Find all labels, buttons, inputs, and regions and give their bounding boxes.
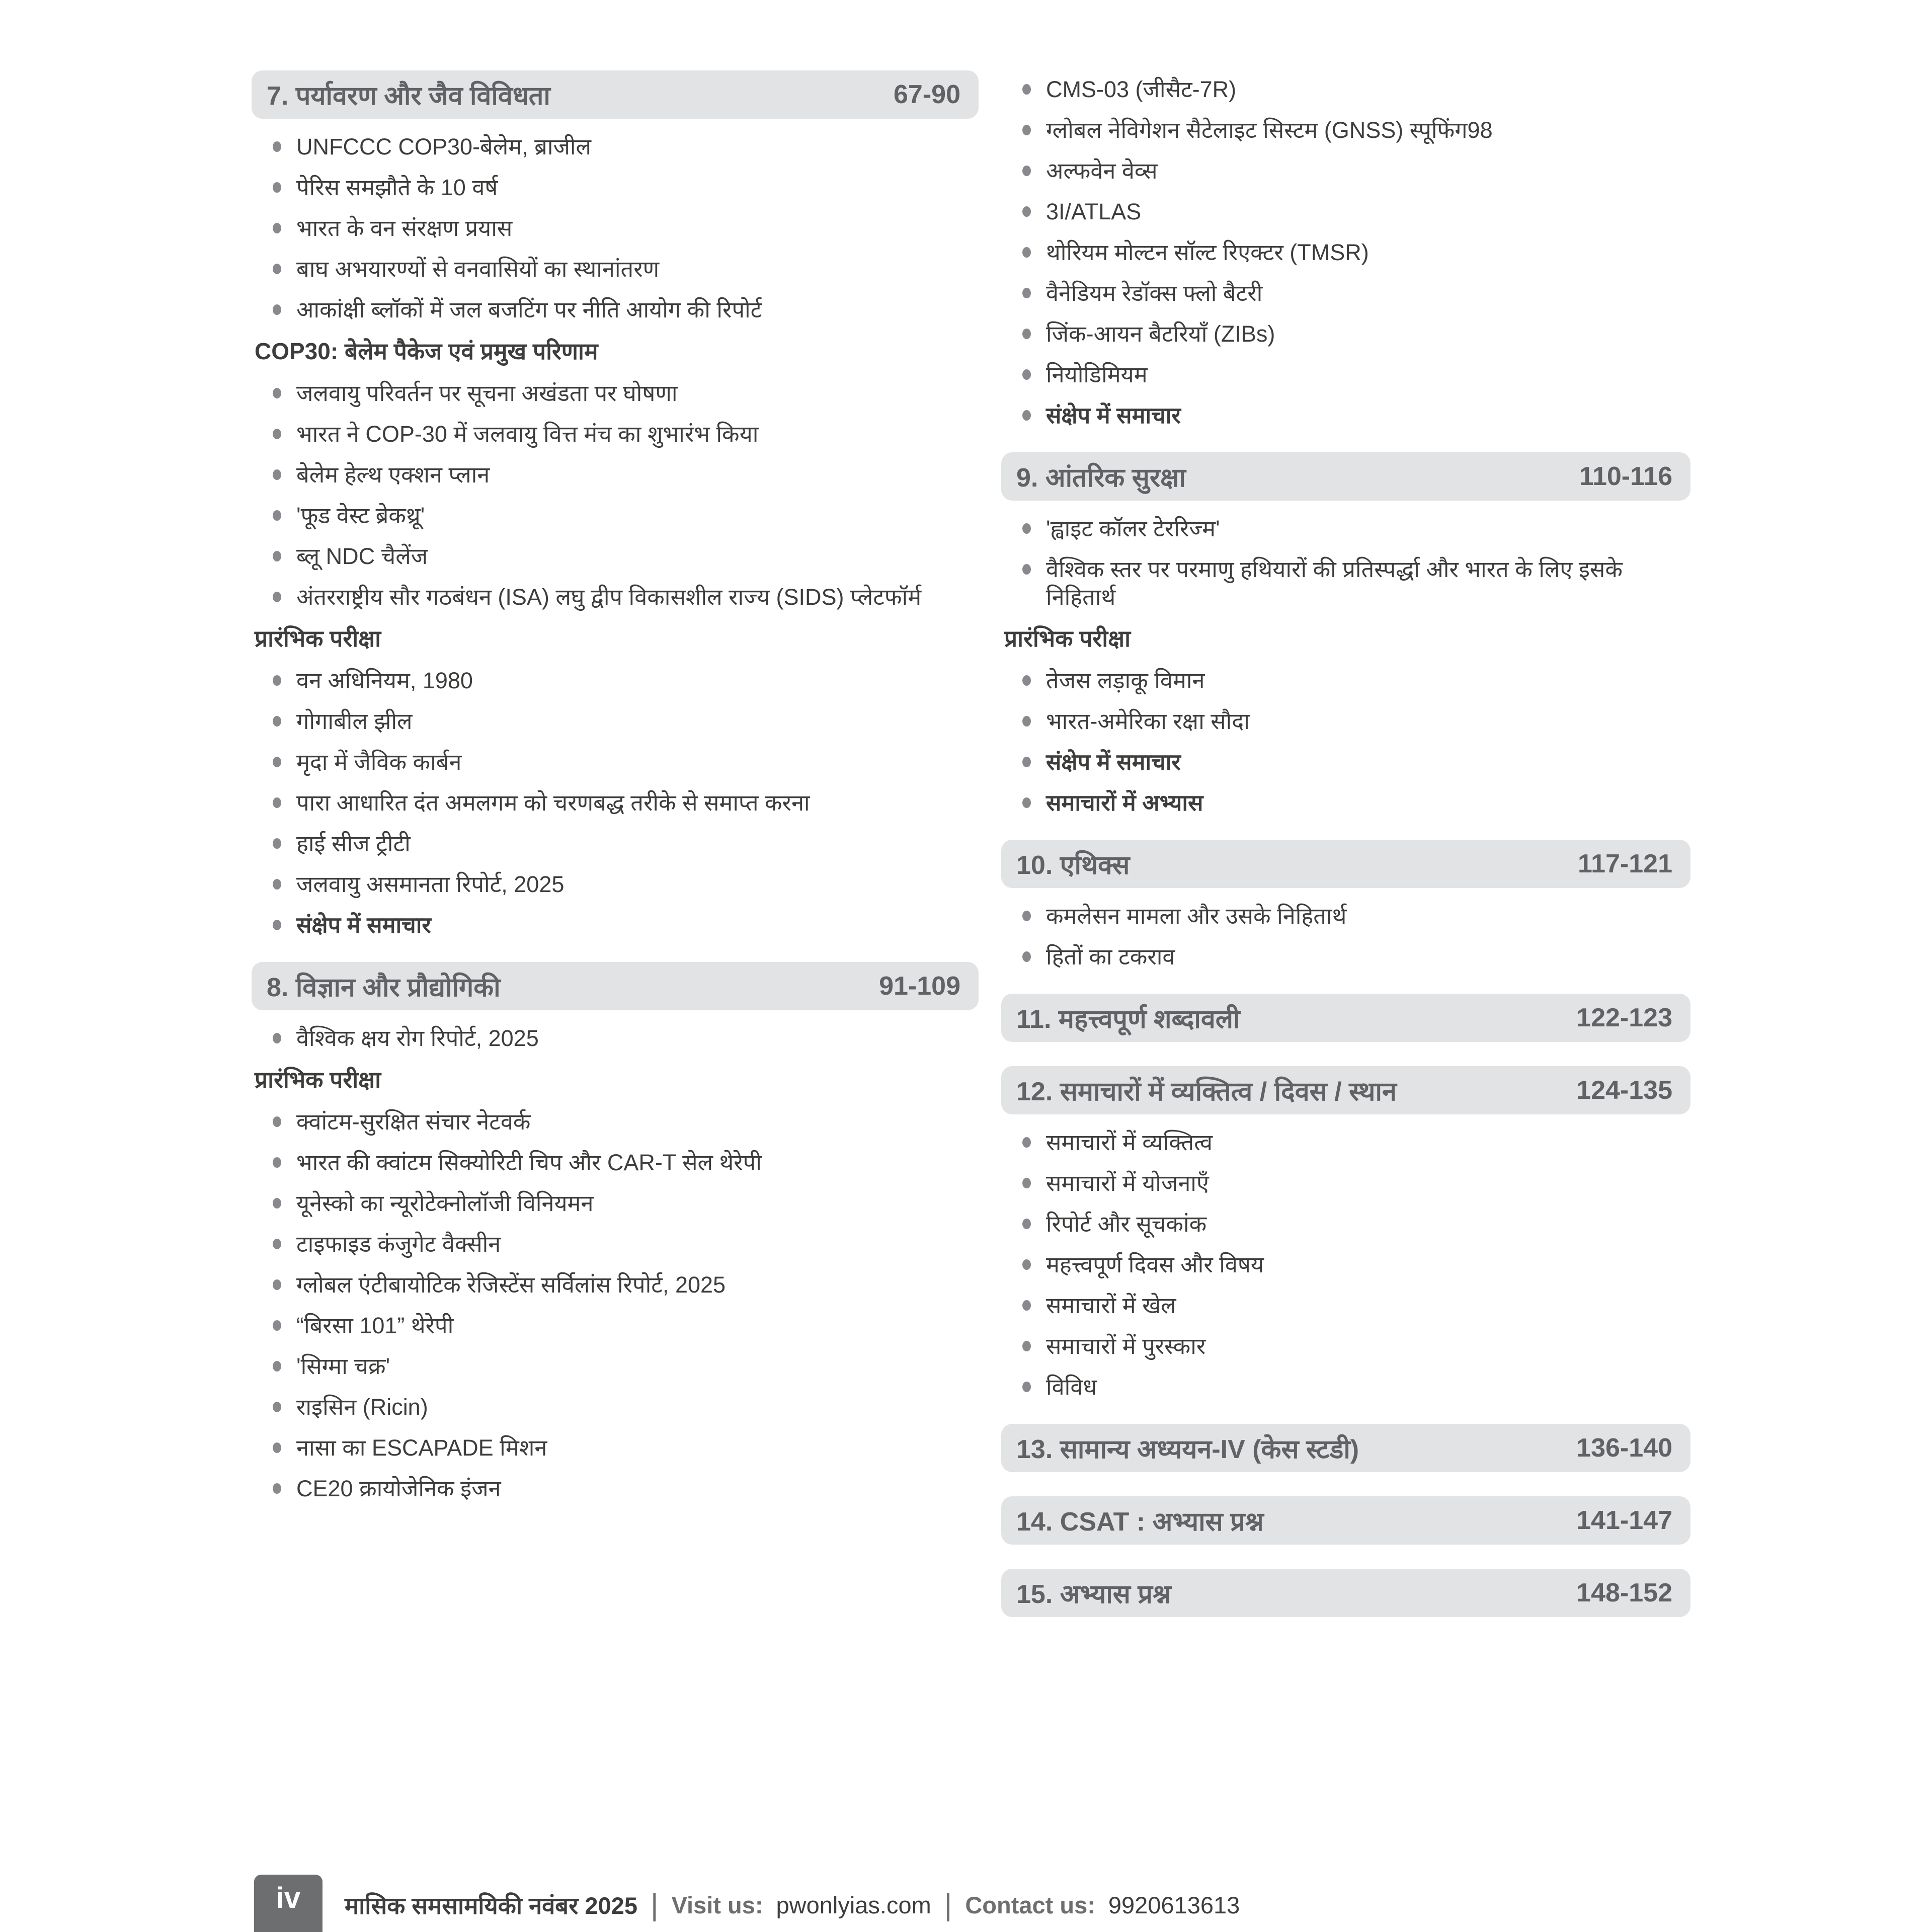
section-title: 14. CSAT : अभ्यास प्रश्न (1016, 1507, 1264, 1537)
bullet-dot-icon (1022, 675, 1031, 686)
bullet-dot-icon (1022, 247, 1031, 258)
section-title: 9. आंतरिक सुरक्षा (1016, 463, 1186, 493)
bullet-dot-icon (273, 675, 281, 686)
section-title: 11. महत्त्वपूर्ण शब्दावली (1016, 1004, 1240, 1034)
bullet-dot-icon (273, 757, 281, 767)
toc-bullet-item (1001, 902, 1691, 930)
toc-item-label: संक्षेप में समाचार (1046, 403, 1181, 428)
bullet-dot-icon (1022, 797, 1031, 808)
bullet-dot-icon (273, 1483, 281, 1494)
toc-item-label: महत्त्वपूर्ण दिवस और विषय (1046, 1252, 1264, 1277)
toc-item-label: भारत-अमेरिका रक्षा सौदा (1046, 708, 1250, 734)
toc-item-label: 'सिग्मा चक्र' (296, 1353, 390, 1379)
section-page-range: 67-90 (894, 80, 960, 109)
section-header (1001, 452, 1691, 501)
toc-bullet-item (1001, 515, 1691, 542)
bullet-dot-icon (1022, 1341, 1031, 1351)
bullet-dot-icon (1022, 1178, 1031, 1188)
toc-bullet-item (252, 789, 979, 817)
bullet-dot-icon (273, 1402, 281, 1412)
toc-bullet-item (1001, 555, 1691, 611)
bullet-dot-icon (273, 716, 281, 727)
section-header (252, 70, 979, 119)
section-page-range: 122-123 (1576, 1003, 1672, 1032)
toc-item-label: क्वांटम-सुरक्षित संचार नेटवर्क (296, 1109, 531, 1135)
bullet-dot-icon (1022, 166, 1031, 176)
section-title: 15. अभ्यास प्रश्न (1016, 1579, 1171, 1609)
section-page-range: 148-152 (1576, 1578, 1672, 1607)
toc-item-label: अल्फवेन वेव्स (1046, 158, 1158, 184)
bullet-dot-icon (1022, 1137, 1031, 1148)
toc-item-label: टाइफाइड कंजुगेट वैक्सीन (296, 1231, 501, 1257)
toc-item-label: बाघ अभयारण्यों से वनवासियों का स्थानांतरण (296, 256, 660, 282)
toc-item-label: समाचारों में पुरस्कार (1046, 1333, 1206, 1359)
bullet-dot-icon (1022, 125, 1031, 135)
toc-bullet-item (252, 667, 979, 694)
section-page-range: 136-140 (1576, 1433, 1672, 1463)
section-page-range: 91-109 (879, 972, 960, 1001)
toc-item-label: ब्लू NDC चैलेंज (296, 543, 428, 569)
bullet-dot-icon (1022, 716, 1031, 727)
toc-subheader: प्रारंभिक परीक्षा (255, 1067, 381, 1093)
toc-item-label: मृदा में जैविक कार्बन (296, 749, 462, 775)
footer-visit-label: Visit us: (671, 1891, 763, 1918)
toc-bullet-item (1001, 789, 1691, 817)
toc-item-label: संक्षेप में समाचार (296, 912, 431, 938)
bullet-dot-icon (273, 1320, 281, 1331)
bullet-dot-icon (273, 1198, 281, 1209)
section-title: 8. विज्ञान और प्रौद्योगिकी (267, 973, 501, 1002)
toc-item-label: भारत के वन संरक्षण प्रयास (296, 215, 513, 241)
section-header (1001, 840, 1691, 888)
bullet-dot-icon (1022, 911, 1031, 921)
toc-bullet-item (252, 174, 979, 201)
toc-bullet-item (252, 502, 979, 529)
section-header (1001, 994, 1691, 1042)
bullet-dot-icon (1022, 369, 1031, 380)
toc-bullet-item (252, 1024, 979, 1052)
toc-item-label: जिंक-आयन बैटरियाँ (ZIBs) (1046, 321, 1275, 347)
bullet-dot-icon (273, 1239, 281, 1249)
toc-bullet-item (252, 583, 979, 611)
footer-separator: | (944, 1888, 952, 1921)
bullet-dot-icon (273, 920, 281, 930)
toc-bullet-item (252, 1352, 979, 1380)
toc-bullet-item (252, 748, 979, 776)
toc-item-label: राइसिन (Ricin) (296, 1394, 428, 1420)
toc-item-label: कमलेसन मामला और उसके निहितार्थ (1046, 903, 1347, 929)
toc-subheader: प्रारंभिक परीक्षा (1004, 625, 1131, 652)
bullet-dot-icon (1022, 1219, 1031, 1229)
section-header (1001, 1066, 1691, 1114)
toc-bullet-item (252, 870, 979, 898)
page-footer (345, 1880, 1240, 1930)
section-title: 13. सामान्य अध्ययन-IV (केस स्टडी) (1016, 1434, 1359, 1464)
bullet-dot-icon (273, 592, 281, 602)
bullet-dot-icon (1022, 757, 1031, 767)
bullet-dot-icon (273, 838, 281, 849)
bullet-dot-icon (273, 1157, 281, 1168)
toc-item-label: यूनेस्को का न्यूरोटेक्नोलॉजी विनियमन (296, 1190, 594, 1216)
toc-column-left (252, 70, 979, 1515)
bullet-dot-icon (1022, 288, 1031, 298)
bullet-dot-icon (273, 388, 281, 398)
toc-bullet-item (1001, 1210, 1691, 1238)
bullet-dot-icon (273, 797, 281, 808)
toc-bullet-item (252, 255, 979, 283)
bullet-dot-icon (273, 223, 281, 233)
toc-bullet-item (252, 1434, 979, 1462)
bullet-dot-icon (1022, 84, 1031, 95)
bullet-dot-icon (273, 1442, 281, 1453)
toc-bullet-item (1001, 1292, 1691, 1319)
toc-bullet-item (252, 1312, 979, 1339)
toc-item-label: समाचारों में खेल (1046, 1293, 1176, 1318)
toc-bullet-item (252, 1271, 979, 1299)
section-header (1001, 1569, 1691, 1617)
bullet-dot-icon (273, 264, 281, 274)
bullet-dot-icon (273, 141, 281, 152)
toc-item-label: भारत ने COP-30 में जलवायु वित्त मंच का शुभारंभ किया (296, 421, 759, 447)
footer-issue-title: मासिक समसामयिकी नवंबर 2025 (345, 1892, 637, 1919)
bullet-dot-icon (273, 429, 281, 439)
toc-item-label: 'फूड वेस्ट ब्रेकथ्रू' (296, 503, 425, 528)
footer-separator: | (650, 1888, 659, 1921)
toc-item-label: नियोडिमियम (1046, 362, 1148, 387)
toc-bullet-item (1001, 238, 1691, 266)
section-header (1001, 1424, 1691, 1472)
toc-bullet-item (252, 1393, 979, 1421)
toc-item-label: वन अधिनियम, 1980 (296, 668, 473, 693)
toc-bullet-item (252, 1108, 979, 1136)
toc-item-label: जलवायु परिवर्तन पर सूचना अखंडता पर घोषणा (296, 380, 678, 406)
toc-item-label: “बिरसा 101” थेरेपी (296, 1313, 454, 1338)
toc-item-label: संक्षेप में समाचार (1046, 749, 1181, 775)
section-header (1001, 1496, 1691, 1545)
section-page-range: 141-147 (1576, 1506, 1672, 1535)
section-title: 7. पर्यावरण और जैव विविधता (267, 81, 550, 111)
toc-bullet-item (252, 420, 979, 448)
toc-item-label: नासा का ESCAPADE मिशन (296, 1435, 547, 1461)
toc-item-label: समाचारों में अभ्यास (1046, 790, 1203, 816)
bullet-dot-icon (1022, 1259, 1031, 1270)
toc-item-label: 'ह्वाइट कॉलर टेररिज्म' (1046, 516, 1220, 541)
toc-bullet-item (1001, 157, 1691, 185)
toc-bullet-item (1001, 1251, 1691, 1278)
toc-item-label: रिपोर्ट और सूचकांक (1046, 1211, 1207, 1237)
toc-item-label: अंतरराष्ट्रीय सौर गठबंधन (ISA) लघु द्वीप विकासशील राज्य (SIDS) प्लेटफॉर्म (296, 584, 922, 610)
toc-bullet-item (1001, 1373, 1691, 1401)
toc-bullet-item (1001, 943, 1691, 971)
toc-item-label: पारा आधारित दंत अमलगम को चरणबद्ध तरीके से समाप्त करना (296, 790, 810, 816)
toc-bullet-item (252, 1189, 979, 1217)
section-header (252, 962, 979, 1010)
toc-item-label: CE20 क्रायोजेनिक इंजन (296, 1476, 501, 1501)
toc-item-label: वैश्विक स्तर पर परमाणु हथियारों की प्रतिस्पर्द्धा और भारत के लिए इसके निहितार्थ (1046, 556, 1623, 610)
section-page-range: 117-121 (1578, 849, 1672, 878)
toc-item-label: थोरियम मोल्टन सॉल्ट रिएक्टर (TMSR) (1046, 239, 1369, 265)
toc-bullet-item (1001, 1169, 1691, 1197)
bullet-dot-icon (273, 879, 281, 890)
toc-item-label: तेजस लड़ाकू विमान (1046, 668, 1205, 693)
toc-item-label: पेरिस समझौते के 10 वर्ष (296, 175, 498, 200)
toc-bullet-item (252, 1149, 979, 1176)
section-page-range: 124-135 (1576, 1076, 1672, 1105)
toc-item-label: ग्लोबल नेविगेशन सैटेलाइट सिस्टम (GNSS) स्पूफिंग98 (1046, 117, 1493, 143)
toc-item-label: CMS-03 (जीसैट-7R) (1046, 76, 1237, 102)
toc-bullet-item (252, 830, 979, 857)
toc-bullet-item (252, 461, 979, 489)
bullet-dot-icon (1022, 329, 1031, 339)
toc-bullet-item (1001, 707, 1691, 735)
toc-item-label: गोगाबील झील (296, 708, 413, 734)
toc-column-right (1001, 75, 1691, 1631)
toc-bullet-item (252, 296, 979, 324)
bullet-dot-icon (273, 469, 281, 480)
footer-contact-label: Contact us: (965, 1891, 1095, 1918)
toc-subheader: COP30: बेलेम पैकेज एवं प्रमुख परिणाम (255, 338, 598, 364)
page-number-box (254, 1875, 323, 1932)
toc-bullet-item (252, 911, 979, 939)
toc-subheader: प्रारंभिक परीक्षा (255, 625, 381, 652)
bullet-dot-icon (273, 1279, 281, 1290)
toc-bullet-item (1001, 401, 1691, 429)
toc-bullet-item (1001, 75, 1691, 103)
toc-bullet-item (1001, 361, 1691, 388)
bullet-dot-icon (273, 1033, 281, 1043)
bullet-dot-icon (273, 510, 281, 521)
bullet-dot-icon (273, 304, 281, 315)
toc-item-label: भारत की क्वांटम सिक्योरिटी चिप और CAR-T सेल थेरेपी (296, 1150, 762, 1175)
toc-bullet-item (1001, 279, 1691, 307)
toc-item-label: ग्लोबल एंटीबायोटिक रेजिस्टेंस सर्विलांस रिपोर्ट, 2025 (296, 1272, 726, 1298)
toc-item-label: हाई सीज ट्रीटी (296, 831, 411, 856)
toc-item-label: समाचारों में व्यक्तित्व (1046, 1130, 1213, 1155)
toc-bullet-item (1001, 198, 1691, 225)
bullet-dot-icon (273, 1116, 281, 1127)
section-title: 10. एथिक्स (1016, 850, 1130, 880)
toc-bullet-item (1001, 1332, 1691, 1360)
toc-item-label: विविध (1046, 1374, 1097, 1400)
toc-bullet-item (1001, 667, 1691, 694)
toc-bullet-item (252, 214, 979, 242)
toc-item-label: UNFCCC COP30-बेलेम, ब्राजील (296, 134, 592, 159)
toc-bullet-item (252, 1230, 979, 1258)
bullet-dot-icon (273, 182, 281, 193)
bullet-dot-icon (273, 1361, 281, 1372)
toc-bullet-item (1001, 748, 1691, 776)
toc-item-label: जलवायु असमानता रिपोर्ट, 2025 (296, 871, 565, 897)
bullet-dot-icon (1022, 206, 1031, 217)
bullet-dot-icon (1022, 951, 1031, 962)
toc-bullet-item (1001, 320, 1691, 348)
section-title: 12. समाचारों में व्यक्तित्व / दिवस / स्थान (1016, 1077, 1397, 1106)
bullet-dot-icon (1022, 564, 1031, 575)
toc-bullet-item (252, 133, 979, 160)
footer-contact-value: 9920613613 (1108, 1891, 1240, 1918)
toc-bullet-item (252, 707, 979, 735)
toc-item-label: समाचारों में योजनाएँ (1046, 1170, 1209, 1196)
toc-item-label: बेलेम हेल्थ एक्शन प्लान (296, 462, 490, 488)
bullet-dot-icon (273, 551, 281, 561)
toc-bullet-item (1001, 116, 1691, 144)
toc-item-label: 3I/ATLAS (1046, 199, 1142, 224)
toc-item-label: हितों का टकराव (1046, 944, 1175, 970)
bullet-dot-icon (1022, 1382, 1031, 1392)
toc-bullet-item (1001, 1129, 1691, 1156)
toc-item-label: वैश्विक क्षय रोग रिपोर्ट, 2025 (296, 1025, 539, 1051)
toc-bullet-item (252, 379, 979, 407)
page-number: iv (276, 1882, 301, 1914)
toc-bullet-item (252, 542, 979, 570)
toc-item-label: आकांक्षी ब्लॉकों में जल बजटिंग पर नीति आयोग की रिपोर्ट (296, 297, 762, 323)
section-page-range: 110-116 (1579, 462, 1672, 491)
bullet-dot-icon (1022, 1300, 1031, 1311)
bullet-dot-icon (1022, 410, 1031, 421)
toc-bullet-item (252, 1475, 979, 1502)
toc-item-label: वैनेडियम रेडॉक्स फ्लो बैटरी (1046, 280, 1263, 306)
footer-visit-value: pwonlyias.com (776, 1891, 931, 1918)
bullet-dot-icon (1022, 523, 1031, 534)
